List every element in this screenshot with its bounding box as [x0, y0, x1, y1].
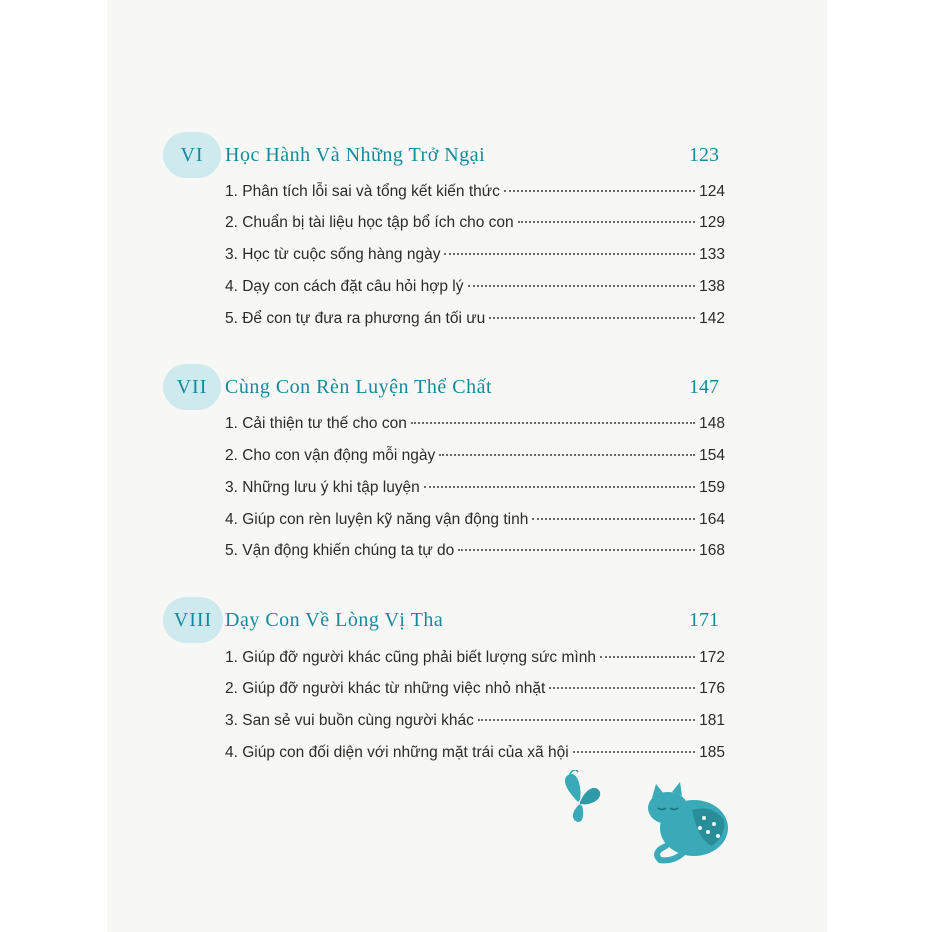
dot-leader [549, 686, 695, 689]
entry-label: 5. Vận động khiến chúng ta tự do [225, 542, 455, 559]
toc-entry [225, 244, 725, 266]
dot-leader [532, 517, 695, 520]
entry-label: 2. Giúp đỡ người khác từ những việc nhỏ nhặt [225, 680, 546, 697]
entry-label: 4. Giúp con đối diện với những mặt trái của xã hội [225, 744, 569, 761]
chapter-page-number: 147 [689, 376, 719, 398]
dot-leader [478, 718, 695, 721]
toc-entry [225, 509, 725, 531]
entry-page-number: 172 [699, 649, 725, 666]
chapter-number-badge: VI [163, 132, 221, 178]
chapter-heading [163, 597, 723, 643]
entry-page-number: 181 [699, 712, 725, 729]
dot-leader [444, 252, 695, 255]
toc-entry [225, 276, 725, 298]
toc-entry [225, 678, 725, 700]
entry-page-number: 168 [699, 542, 725, 559]
entry-label: 4. Dạy con cách đặt câu hỏi hợp lý [225, 278, 464, 295]
chapter-title: Cùng Con Rèn Luyện Thể Chất [225, 376, 492, 398]
entry-label: 2. Chuẩn bị tài liệu học tập bổ ích cho con [225, 214, 514, 231]
chapter-heading [163, 364, 723, 410]
toc-entry [225, 413, 725, 435]
toc-entry [225, 742, 725, 764]
entry-page-number: 148 [699, 415, 725, 432]
toc-entry [225, 308, 725, 330]
entry-label: 2. Cho con vận động mỗi ngày [225, 447, 436, 464]
entry-page-number: 129 [699, 214, 725, 231]
entry-label: 1. Cải thiện tư thế cho con [225, 415, 407, 432]
entry-page-number: 164 [699, 511, 725, 528]
entry-label: 5. Để con tự đưa ra phương án tối ưu [225, 310, 486, 327]
entry-page-number: 138 [699, 278, 725, 295]
dot-leader [504, 189, 695, 192]
entry-label: 3. Những lưu ý khi tập luyện [225, 479, 420, 496]
entry-page-number: 133 [699, 246, 725, 263]
toc-entry [225, 181, 725, 203]
dot-leader [468, 284, 696, 287]
toc-entry [225, 540, 725, 562]
chapter-page-number: 171 [689, 609, 719, 631]
toc-entry [225, 212, 725, 234]
chapter-page-number: 123 [689, 144, 719, 166]
chapter-number-badge: VIII [163, 597, 223, 643]
entry-label: 3. Học từ cuộc sống hàng ngày [225, 246, 441, 263]
entry-page-number: 124 [699, 183, 725, 200]
dot-leader [518, 220, 695, 223]
entry-label: 3. San sẻ vui buồn cùng người khác [225, 712, 474, 729]
entry-page-number: 142 [699, 310, 725, 327]
chapter-number-badge: VII [163, 364, 221, 410]
chapter-title: Dạy Con Về Lòng Vị Tha [225, 609, 444, 631]
entry-page-number: 154 [699, 447, 725, 464]
dot-leader [411, 421, 695, 424]
dot-leader [458, 548, 695, 551]
entry-label: 1. Phân tích lỗi sai và tổng kết kiến thức [225, 183, 500, 200]
chapter-heading [163, 132, 723, 178]
butterfly-icon [556, 770, 606, 830]
cat-icon [642, 780, 734, 864]
toc-entry [225, 477, 725, 499]
toc-entry [225, 445, 725, 467]
chapter-title: Học Hành Và Những Trở Ngại [225, 144, 486, 166]
dot-leader [573, 750, 695, 753]
dot-leader [424, 485, 695, 488]
entry-page-number: 159 [699, 479, 725, 496]
entry-page-number: 185 [699, 744, 725, 761]
entry-page-number: 176 [699, 680, 725, 697]
entry-label: 1. Giúp đỡ người khác cũng phải biết lượng sức mình [225, 649, 596, 666]
toc-entry [225, 710, 725, 732]
dot-leader [600, 655, 695, 658]
dot-leader [439, 453, 695, 456]
entry-label: 4. Giúp con rèn luyện kỹ năng vận động tinh [225, 511, 529, 528]
dot-leader [489, 316, 695, 319]
toc-entry [225, 647, 725, 669]
